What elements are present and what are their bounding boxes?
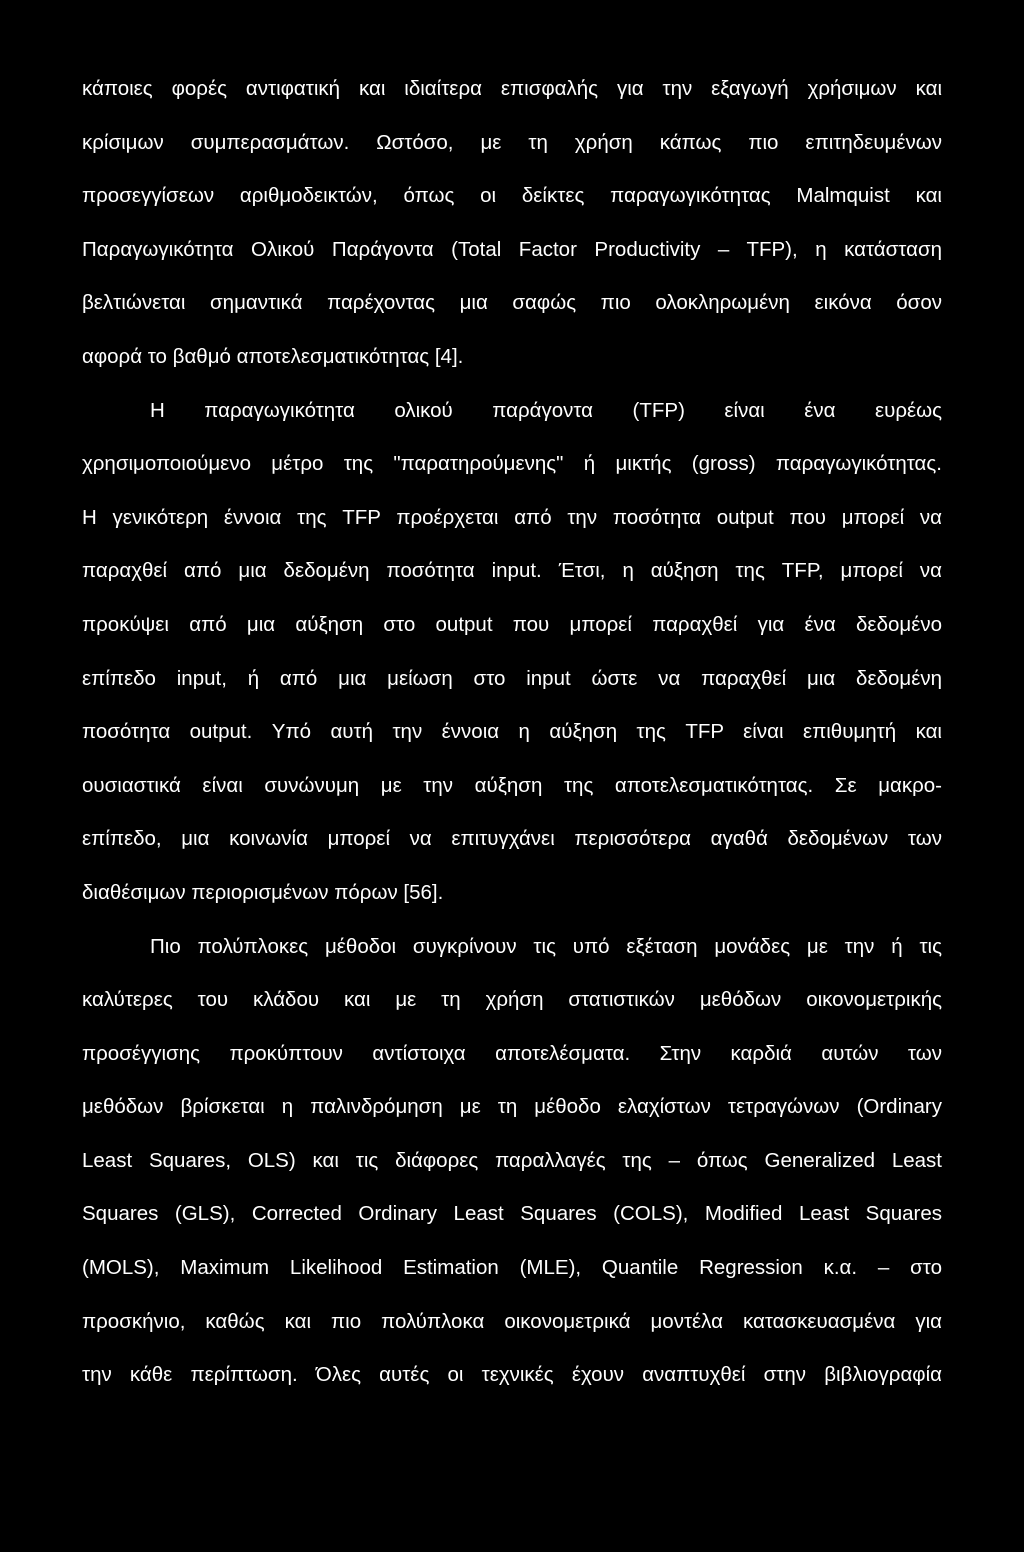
text-line: καλύτερες του κλάδου και με τη χρήση στατιστικών μεθόδων οικονομετρικής (82, 988, 942, 1012)
text-line: ουσιαστικά είναι συνώνυμη με την αύξηση της αποτελεσματικότητας. Σε μακρο- (82, 773, 942, 797)
text-line: προκύψει από μια αύξηση στο output που μπορεί παραχθεί για ένα δεδομένο (82, 612, 942, 636)
paragraph-first-line: Η παραγωγικότητα ολικού παράγοντα (TFP) είναι ένα ευρέως (150, 398, 942, 422)
text-line: προσκήνιο, καθώς και πιο πολύπλοκα οικονομετρικά μοντέλα κατασκευασμένα για (82, 1309, 942, 1333)
text-line: χρησιμοποιούμενο μέτρο της "παρατηρούμενης" ή μικτής (gross) παραγωγικότητας. (82, 452, 942, 476)
text-line: αφορά το βαθμό αποτελεσματικότητας [4]. (82, 344, 464, 368)
text-line: επίπεδο input, ή από μια μείωση στο input ώστε να παραχθεί μια δεδομένη (82, 666, 942, 690)
paragraph-first-line: Πιο πολύπλοκες μέθοδοι συγκρίνουν τις υπό εξέταση μονάδες με την ή τις (150, 934, 942, 958)
text-line: κάποιες φορές αντιφατική και ιδιαίτερα επισφαλής για την εξαγωγή χρήσιμων και (82, 77, 942, 100)
text-line: επίπεδο, μια κοινωνία μπορεί να επιτυγχάνει περισσότερα αγαθά δεδομένων των (82, 827, 942, 851)
text-line: προσεγγίσεων αριθμοδεικτών, όπως οι δείκτες παραγωγικότητας Malmquist και (82, 184, 942, 208)
text-line: (MOLS), Maximum Likelihood Estimation (MLE), Quantile Regression κ.α. – στο (82, 1256, 942, 1280)
text-line: την κάθε περίπτωση. Όλες αυτές οι τεχνικές έχουν αναπτυχθεί στην βιβλιογραφία (82, 1363, 942, 1387)
text-line: Παραγωγικότητα Ολικού Παράγοντα (Total Factor Productivity – TFP), η κατάσταση (82, 237, 942, 261)
document-page (82, 62, 942, 1402)
text-line: Least Squares, OLS) και τις διάφορες παραλλαγές της – όπως Generalized Least (82, 1148, 942, 1172)
text-line: βελτιώνεται σημαντικά παρέχοντας μια σαφώς πιο ολοκληρωμένη εικόνα όσον (82, 291, 942, 315)
text-line: ποσότητα output. Υπό αυτή την έννοια η αύξηση της TFP είναι επιθυμητή και (82, 720, 942, 744)
text-line: Η γενικότερη έννοια της TFP προέρχεται από την ποσότητα output που μπορεί να (82, 505, 942, 529)
text-line: Squares (GLS), Corrected Ordinary Least Squares (COLS), Modified Least Squares (82, 1202, 942, 1226)
text-line: μεθόδων βρίσκεται η παλινδρόμηση με τη μέθοδο ελαχίστων τετραγώνων (Ordinary (82, 1095, 942, 1119)
text-line: παραχθεί από μια δεδομένη ποσότητα input. Έτσι, η αύξηση της TFP, μπορεί να (82, 559, 942, 583)
text-line: διαθέσιμων περιορισμένων πόρων [56]. (82, 880, 444, 904)
text-line: προσέγγισης προκύπτουν αντίστοιχα αποτελέσματα. Στην καρδιά αυτών των (82, 1041, 942, 1065)
text-line: κρίσιμων συμπερασμάτων. Ωστόσο, με τη χρήση κάπως πιο επιτηδευμένων (82, 130, 942, 154)
